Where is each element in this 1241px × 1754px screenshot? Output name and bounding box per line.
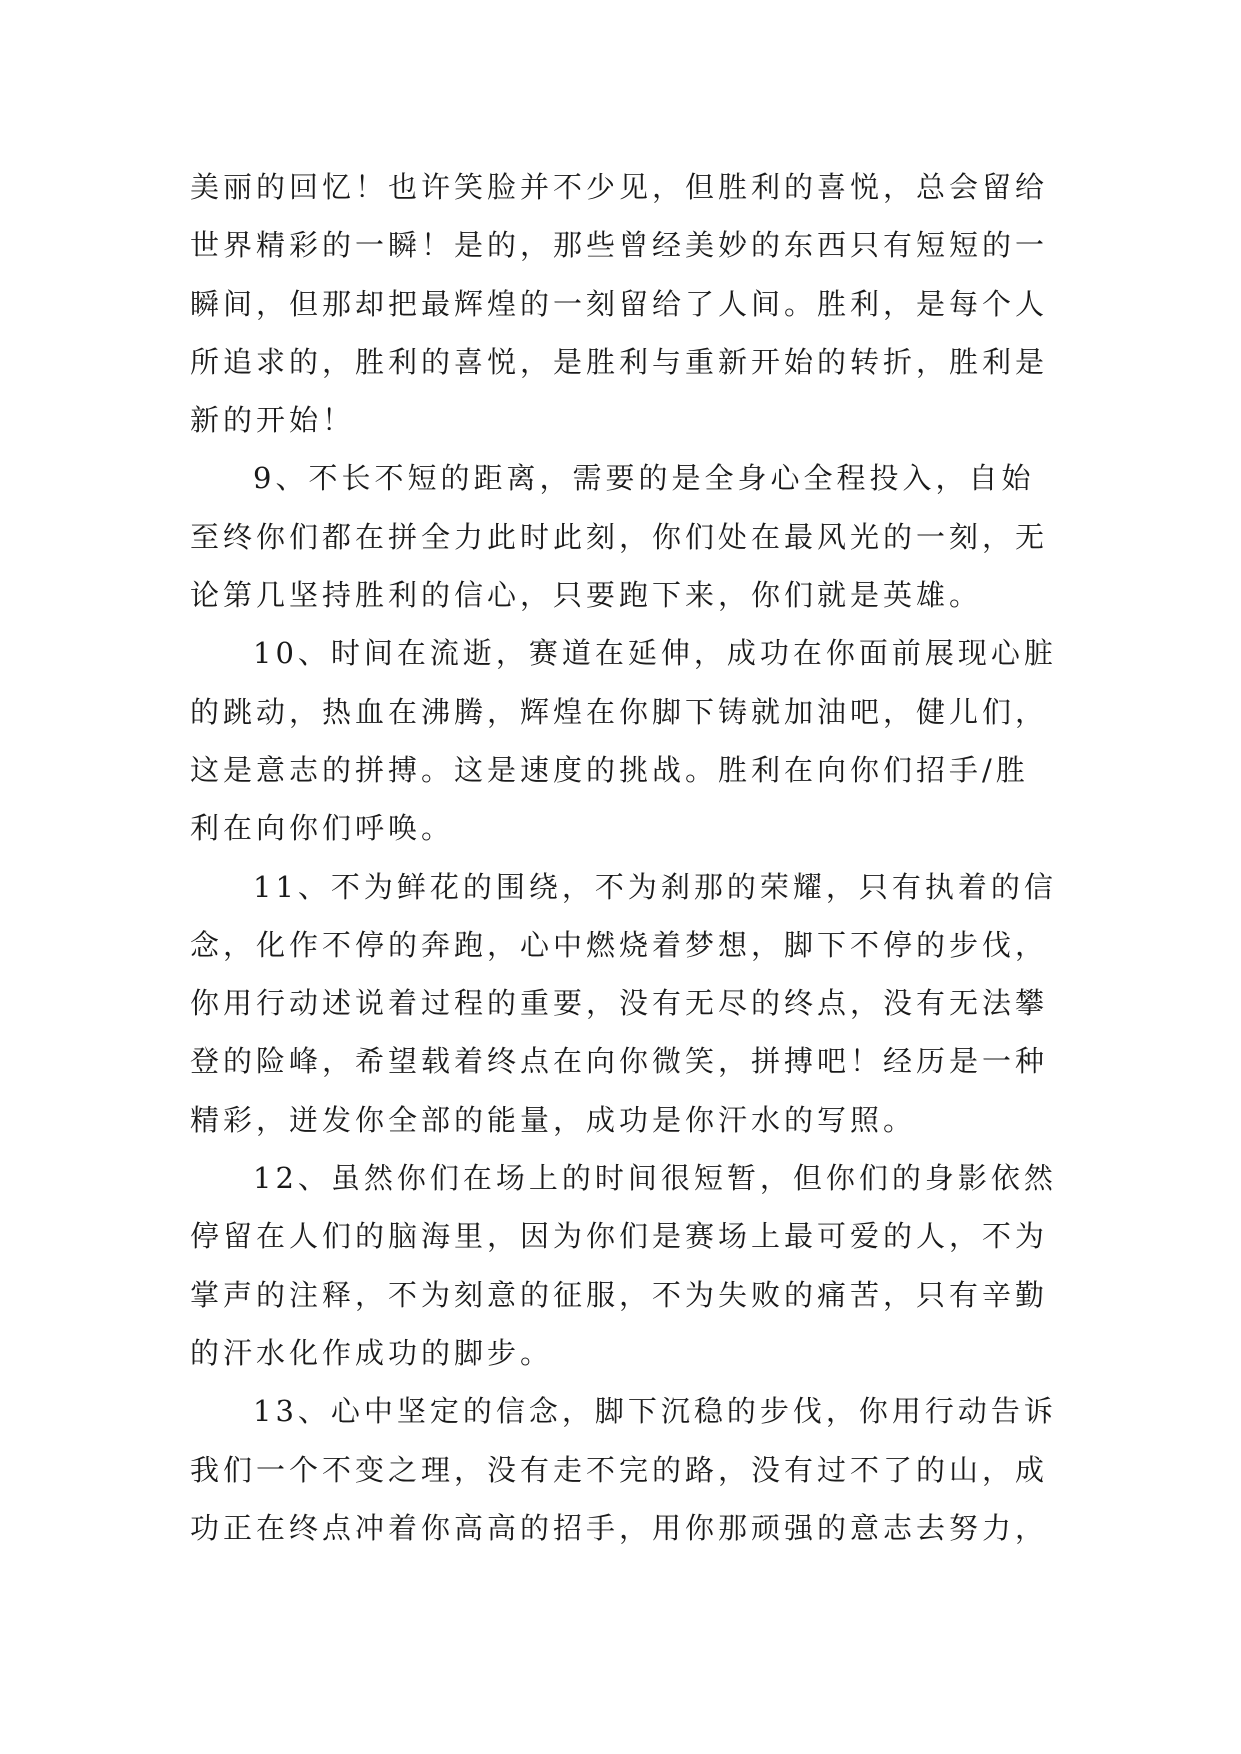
text-line: 停留在人们的脑海里，因为你们是赛场上最可爱的人，不为 [190,1219,1049,1254]
text-line: 至终你们都在拼全力此时此刻，你们处在最风光的一刻，无 [190,519,1049,554]
paragraph-12-start: 12、虽然你们在场上的时间很短暂，但你们的身影依然 [253,1161,1057,1196]
text-line: 新的开始！ [190,403,356,438]
paragraph-13-start: 13、心中坚定的信念，脚下沉稳的步伐，你用行动告诉 [253,1394,1057,1429]
text-line: 我们一个不变之理，没有走不完的路，没有过不了的山，成 [190,1452,1049,1487]
text-line: 世界精彩的一瞬！是的，那些曾经美妙的东西只有短短的一 [190,228,1049,263]
text-line: 瞬间，但那却把最辉煌的一刻留给了人间。胜利，是每个人 [190,286,1049,321]
text-line: 念，化作不停的奔跑，心中燃烧着梦想，脚下不停的步伐， [190,927,1049,962]
paragraph-11-start: 11、不为鲜花的围绕，不为刹那的荣耀，只有执着的信 [253,869,1057,904]
text-line: 登的险峰，希望载着终点在向你微笑，拼搏吧！经历是一种 [190,1044,1049,1079]
text-line: 精彩，迸发你全部的能量，成功是你汗水的写照。 [190,1102,917,1137]
text-line: 美丽的回忆！也许笑脸并不少见，但胜利的喜悦，总会留给 [190,170,1049,204]
document-body [190,158,1058,1557]
text-line: 利在向你们呼唤。 [190,811,455,846]
text-line: 功正在终点冲着你高高的招手，用你那顽强的意志去努力， [190,1510,1049,1545]
text-line: 论第几坚持胜利的信心，只要跑下来，你们就是英雄。 [190,578,983,613]
text-line: 掌声的注释，不为刻意的征服，不为失败的痛苦，只有辛勤 [190,1277,1049,1312]
paragraph-9-start: 9、不长不短的距离，需要的是全身心全程投入，自始 [253,461,1035,496]
text-line: 这是意志的拼搏。这是速度的挑战。胜利在向你们招手/胜 [190,752,1029,787]
paragraph-10-start: 10、时间在流逝，赛道在延伸，成功在你面前展现心脏 [253,636,1057,671]
text-line: 的跳动，热血在沸腾，辉煌在你脚下铸就加油吧，健儿们， [190,694,1049,729]
text-line: 的汗水化作成功的脚步。 [190,1335,554,1370]
text-line: 你用行动述说着过程的重要，没有无尽的终点，没有无法攀 [190,986,1049,1021]
text-line: 所追求的，胜利的喜悦，是胜利与重新开始的转折，胜利是 [190,344,1049,379]
